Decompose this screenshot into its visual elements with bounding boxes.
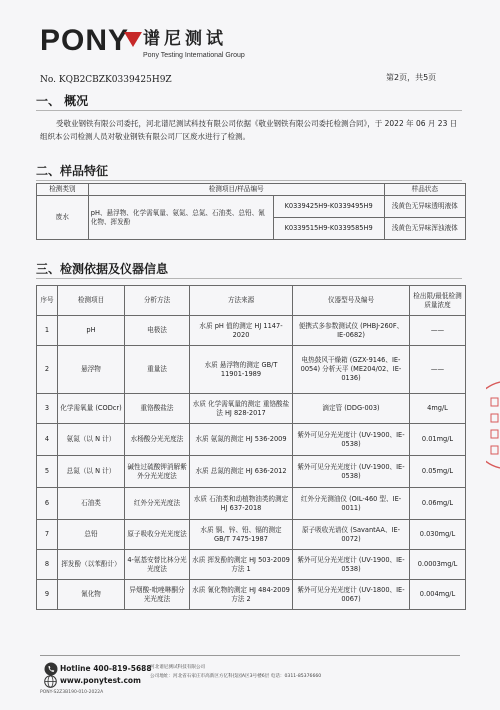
row-method: 红外分光光度法: [125, 488, 190, 520]
row-instrument: 便携式多参数测试仪 (PHBJ-260F、IE-0682): [293, 316, 410, 346]
row-source: 水质 pH 值的测定 HJ 1147-2020: [190, 316, 293, 346]
row-source: 水质 氰化物的测定 HJ 484-2009 方法 2: [190, 580, 293, 610]
row-source: 水质 挥发酚的测定 HJ 503-2009 方法 1: [190, 550, 293, 580]
row-method: 重量法: [125, 346, 190, 394]
row-limit: 0.004mg/L: [410, 580, 466, 610]
sample-code: K0339425H9-K0339495H9: [273, 196, 384, 218]
row-instrument: 原子吸收光谱仪 (SavantAA、IE-0072): [293, 520, 410, 550]
table-header-row: [37, 286, 466, 316]
section-title-sample-features: 二、样品特征: [36, 164, 109, 178]
section-divider: [36, 180, 462, 181]
footer-divider: [40, 655, 460, 656]
hotline-number: Hotline 400-819-5688: [60, 664, 152, 673]
logo-english-name: Pony Testing International Group: [143, 52, 245, 59]
header-items-samples: 检测项目/样品编号: [88, 184, 384, 196]
row-instrument: 紫外可见分光光度计 (UV-1900、IE-0538): [293, 456, 410, 488]
table-row: [37, 196, 466, 218]
table-row: [37, 580, 466, 610]
row-source: 水质 总氮的测定 HJ 636-2012: [190, 456, 293, 488]
row-instrument: 紫外可见分光光度计 (UV-1900、IE-0538): [293, 550, 410, 580]
test-items: pH、悬浮物、化学需氧量、氨氮、总氮、石油类、总铅、氰化物、挥发酚: [88, 196, 273, 240]
row-limit: 4mg/L: [410, 394, 466, 424]
section-title-overview: 一、 概况: [36, 94, 89, 108]
sample-category: 废水: [37, 196, 89, 240]
row-instrument: 滴定管 (DDG-003): [293, 394, 410, 424]
table-row: [37, 488, 466, 520]
row-item: pH: [58, 316, 125, 346]
table-row: [37, 424, 466, 456]
methods-instruments-table: [36, 285, 466, 610]
row-limit: 0.030mg/L: [410, 520, 466, 550]
row-item: 石油类: [58, 488, 125, 520]
report-number: No. KQB2CBZK0339425H9Z: [40, 75, 172, 85]
row-no: 4: [37, 424, 58, 456]
row-item: 氨氮（以 N 计）: [58, 424, 125, 456]
globe-icon: [44, 675, 57, 688]
row-instrument: 紫外可见分光光度计 (UV-1900、IE-0538): [293, 424, 410, 456]
logo-triangle-icon: [124, 32, 142, 47]
row-no: 5: [37, 456, 58, 488]
sample-state: 浅黄色无异味浑浊液体: [384, 218, 465, 240]
row-method: 水杨酸分光光度法: [125, 424, 190, 456]
row-no: 1: [37, 316, 58, 346]
row-source: 水质 铜、锌、铅、镉的测定 GB/T 7475-1987: [190, 520, 293, 550]
row-item: 挥发酚（以苯酚计）: [58, 550, 125, 580]
table-row: [37, 550, 466, 580]
row-item: 悬浮物: [58, 346, 125, 394]
header-category: 检测类别: [37, 184, 89, 196]
row-no: 3: [37, 394, 58, 424]
row-item: 氰化物: [58, 580, 125, 610]
sample-state: 浅黄色无异味透明液体: [384, 196, 465, 218]
table-row: [37, 394, 466, 424]
logo-chinese-name: 谱尼测试: [143, 29, 227, 49]
row-method: 电极法: [125, 316, 190, 346]
row-instrument: 紫外可见分光光度计 (UV-1800、IE-0067): [293, 580, 410, 610]
row-no: 2: [37, 346, 58, 394]
company-info: [150, 663, 470, 681]
phone-icon: [44, 662, 58, 676]
header-limit: 检出限/最低检测质量浓度: [410, 286, 466, 316]
company-name: 河北谱尼测试科技有限公司: [150, 665, 206, 670]
overview-paragraph: 受敬业钢铁有限公司委托，河北谱尼测试科技有限公司依据《敬业钢铁有限公司委托检测合同》，于 2022 年 06 月 23 日组织本公司检测人员对敬业钢铁有限公司厂区废水进行了检测。: [40, 119, 458, 141]
row-limit: ——: [410, 316, 466, 346]
row-no: 8: [37, 550, 58, 580]
row-limit: ——: [410, 346, 466, 394]
row-source: 水质 氨氮的测定 HJ 536-2009: [190, 424, 293, 456]
official-seal-fragment: [486, 380, 500, 470]
row-method: 重铬酸盐法: [125, 394, 190, 424]
header-no: 序号: [37, 286, 58, 316]
table-header-row: [37, 184, 466, 196]
section-title-methods-instruments: 三、检测依据及仪器信息: [36, 262, 169, 276]
row-item: 总铅: [58, 520, 125, 550]
sample-code: K0339515H9-K0339585H9: [273, 218, 384, 240]
header-method: 分析方法: [125, 286, 190, 316]
table-row: [37, 316, 466, 346]
header-sample-state: 样品状态: [384, 184, 465, 196]
table-row: [37, 346, 466, 394]
company-website[interactable]: www.ponytest.com: [60, 676, 141, 685]
section-divider: [36, 278, 462, 279]
company-logo: [40, 26, 260, 66]
row-limit: 0.0003mg/L: [410, 550, 466, 580]
row-limit: 0.01mg/L: [410, 424, 466, 456]
row-source: 水质 石油类和动植物油类的测定 HJ 637-2018: [190, 488, 293, 520]
row-limit: 0.06mg/L: [410, 488, 466, 520]
company-address: 公司地址：河北省石家庄市高新区方亿科技园A区3号楼6层 电话：0311-85376660: [150, 674, 322, 679]
row-source: 水质 悬浮物的测定 GB/T 11901-1989: [190, 346, 293, 394]
row-no: 7: [37, 520, 58, 550]
sample-features-table: [36, 183, 466, 240]
table-row: [37, 456, 466, 488]
row-item: 总氮（以 N 计）: [58, 456, 125, 488]
row-method: 异烟酸-吡唑啉酮分光光度法: [125, 580, 190, 610]
row-method: 原子吸收分光光度法: [125, 520, 190, 550]
header-item: 检测项目: [58, 286, 125, 316]
table-row: [37, 520, 466, 550]
form-number: PONY-S2Z3B190-010-2022A: [40, 690, 104, 695]
row-instrument: 电热鼓风干燥箱 (GZX-9146、IE-0054) 分析天平 (ME204/02、IE-0136): [293, 346, 410, 394]
row-limit: 0.05mg/L: [410, 456, 466, 488]
row-source: 水质 化学需氧量的测定 重铬酸盐法 HJ 828-2017: [190, 394, 293, 424]
row-method: 4-氨基安替比林分光光度法: [125, 550, 190, 580]
header-source: 方法来源: [190, 286, 293, 316]
section-divider: [36, 110, 462, 111]
row-no: 6: [37, 488, 58, 520]
row-method: 碱性过硫酸钾消解紫外分光光度法: [125, 456, 190, 488]
logo-wordmark: PONY: [40, 24, 130, 57]
header-instrument: 仪器型号及编号: [293, 286, 410, 316]
row-item: 化学需氧量 (CODcr): [58, 394, 125, 424]
row-instrument: 红外分光测油仪 (OIL-460 型、IE-0011): [293, 488, 410, 520]
row-no: 9: [37, 580, 58, 610]
page-number: 第2页，共5页: [386, 73, 437, 82]
